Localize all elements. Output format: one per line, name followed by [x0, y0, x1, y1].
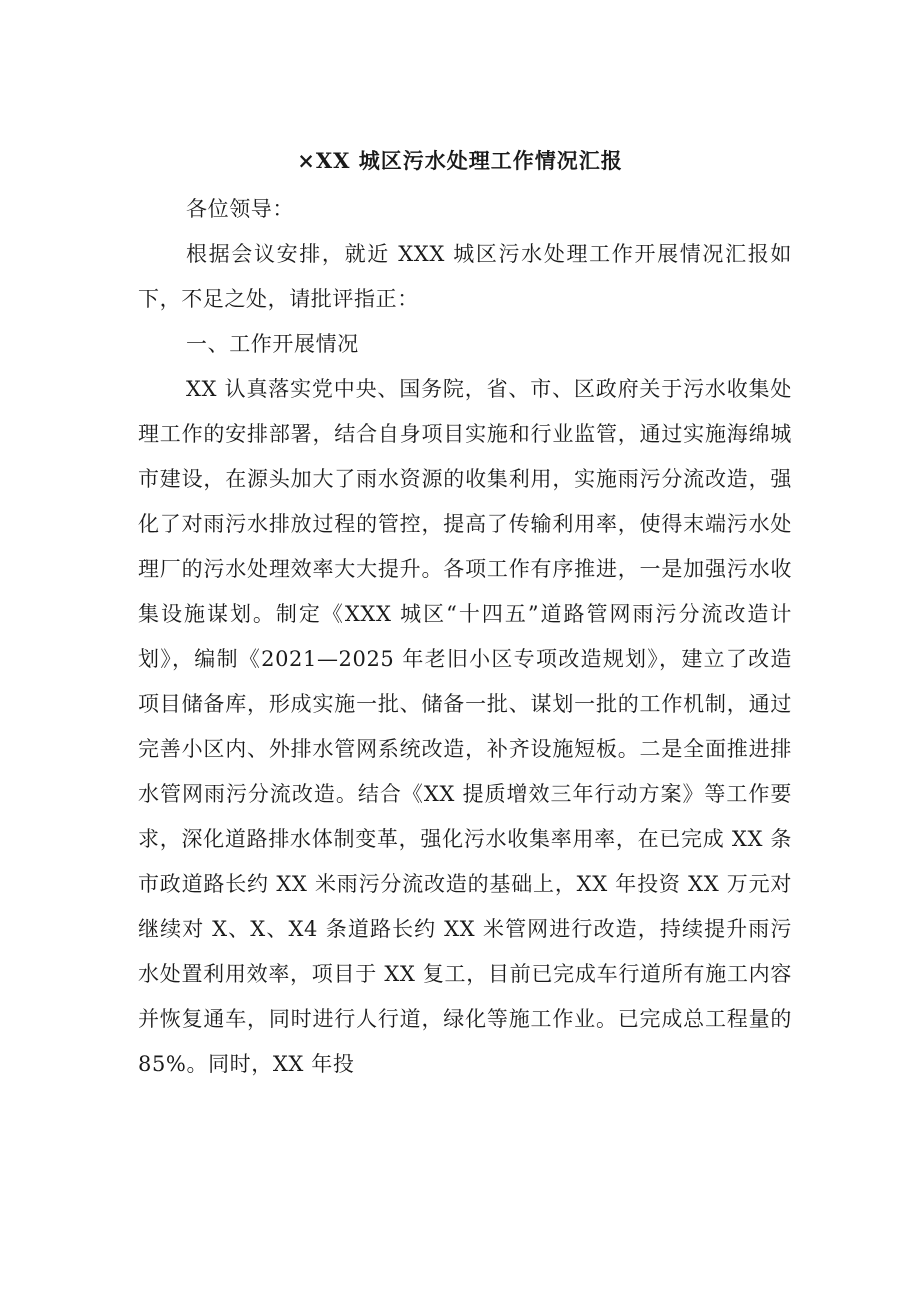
document-body: [138, 187, 792, 1087]
document-title: ×XX 城区污水处理工作情况汇报: [297, 148, 623, 173]
section-heading: 一、工作开展情况: [186, 332, 359, 356]
body-paragraph: XX 认真落实党中央、国务院，省、市、区政府关于污水收集处理工作的安排部署，结合自身项目实施和行业监管，通过实施海绵城市建设，在源头加大了雨水资源的收集利用，实施雨污分流改造，强化了对雨污水排放过程的管控，提高了传输利用率，使得末端污水处理厂的污水处理效率大大提升。各项工作有序推进，一是加强污水收集设施谋划。制定《XXX 城区“十四五”道路管网雨污分流改造计划》，编制《2021—2025 年老旧小区专项改造规划》，建立了改造项目储备库，形成实施一批、储备一批、谋划一批的工作机制，通过完善小区内、外排水管网系统改造，补齐设施短板。二是全面推进排水管网雨污分流改造。结合《XX 提质增效三年行动方案》等工作要求，深化道路排水体制变革，强化污水收集率用率，在已完成 XX 条市政道路长约 XX 米雨污分流改造的基础上，XX 年投资 XX 万元对继续对 X、X、X4 条道路长约 XX 米管网进行改造，持续提升雨污水处置利用效率，项目于 XX 复工，目前已完成车行道所有施工内容并恢复通车，同时进行人行道，绿化等施工作业。已完成总工程量的 85%。同时，XX 年投: [138, 377, 792, 1076]
intro-paragraph: 根据会议安排，就近 XXX 城区污水处理工作开展情况汇报如下，不足之处，请批评指正：: [138, 242, 792, 311]
salutation: 各位领导：: [186, 197, 294, 221]
